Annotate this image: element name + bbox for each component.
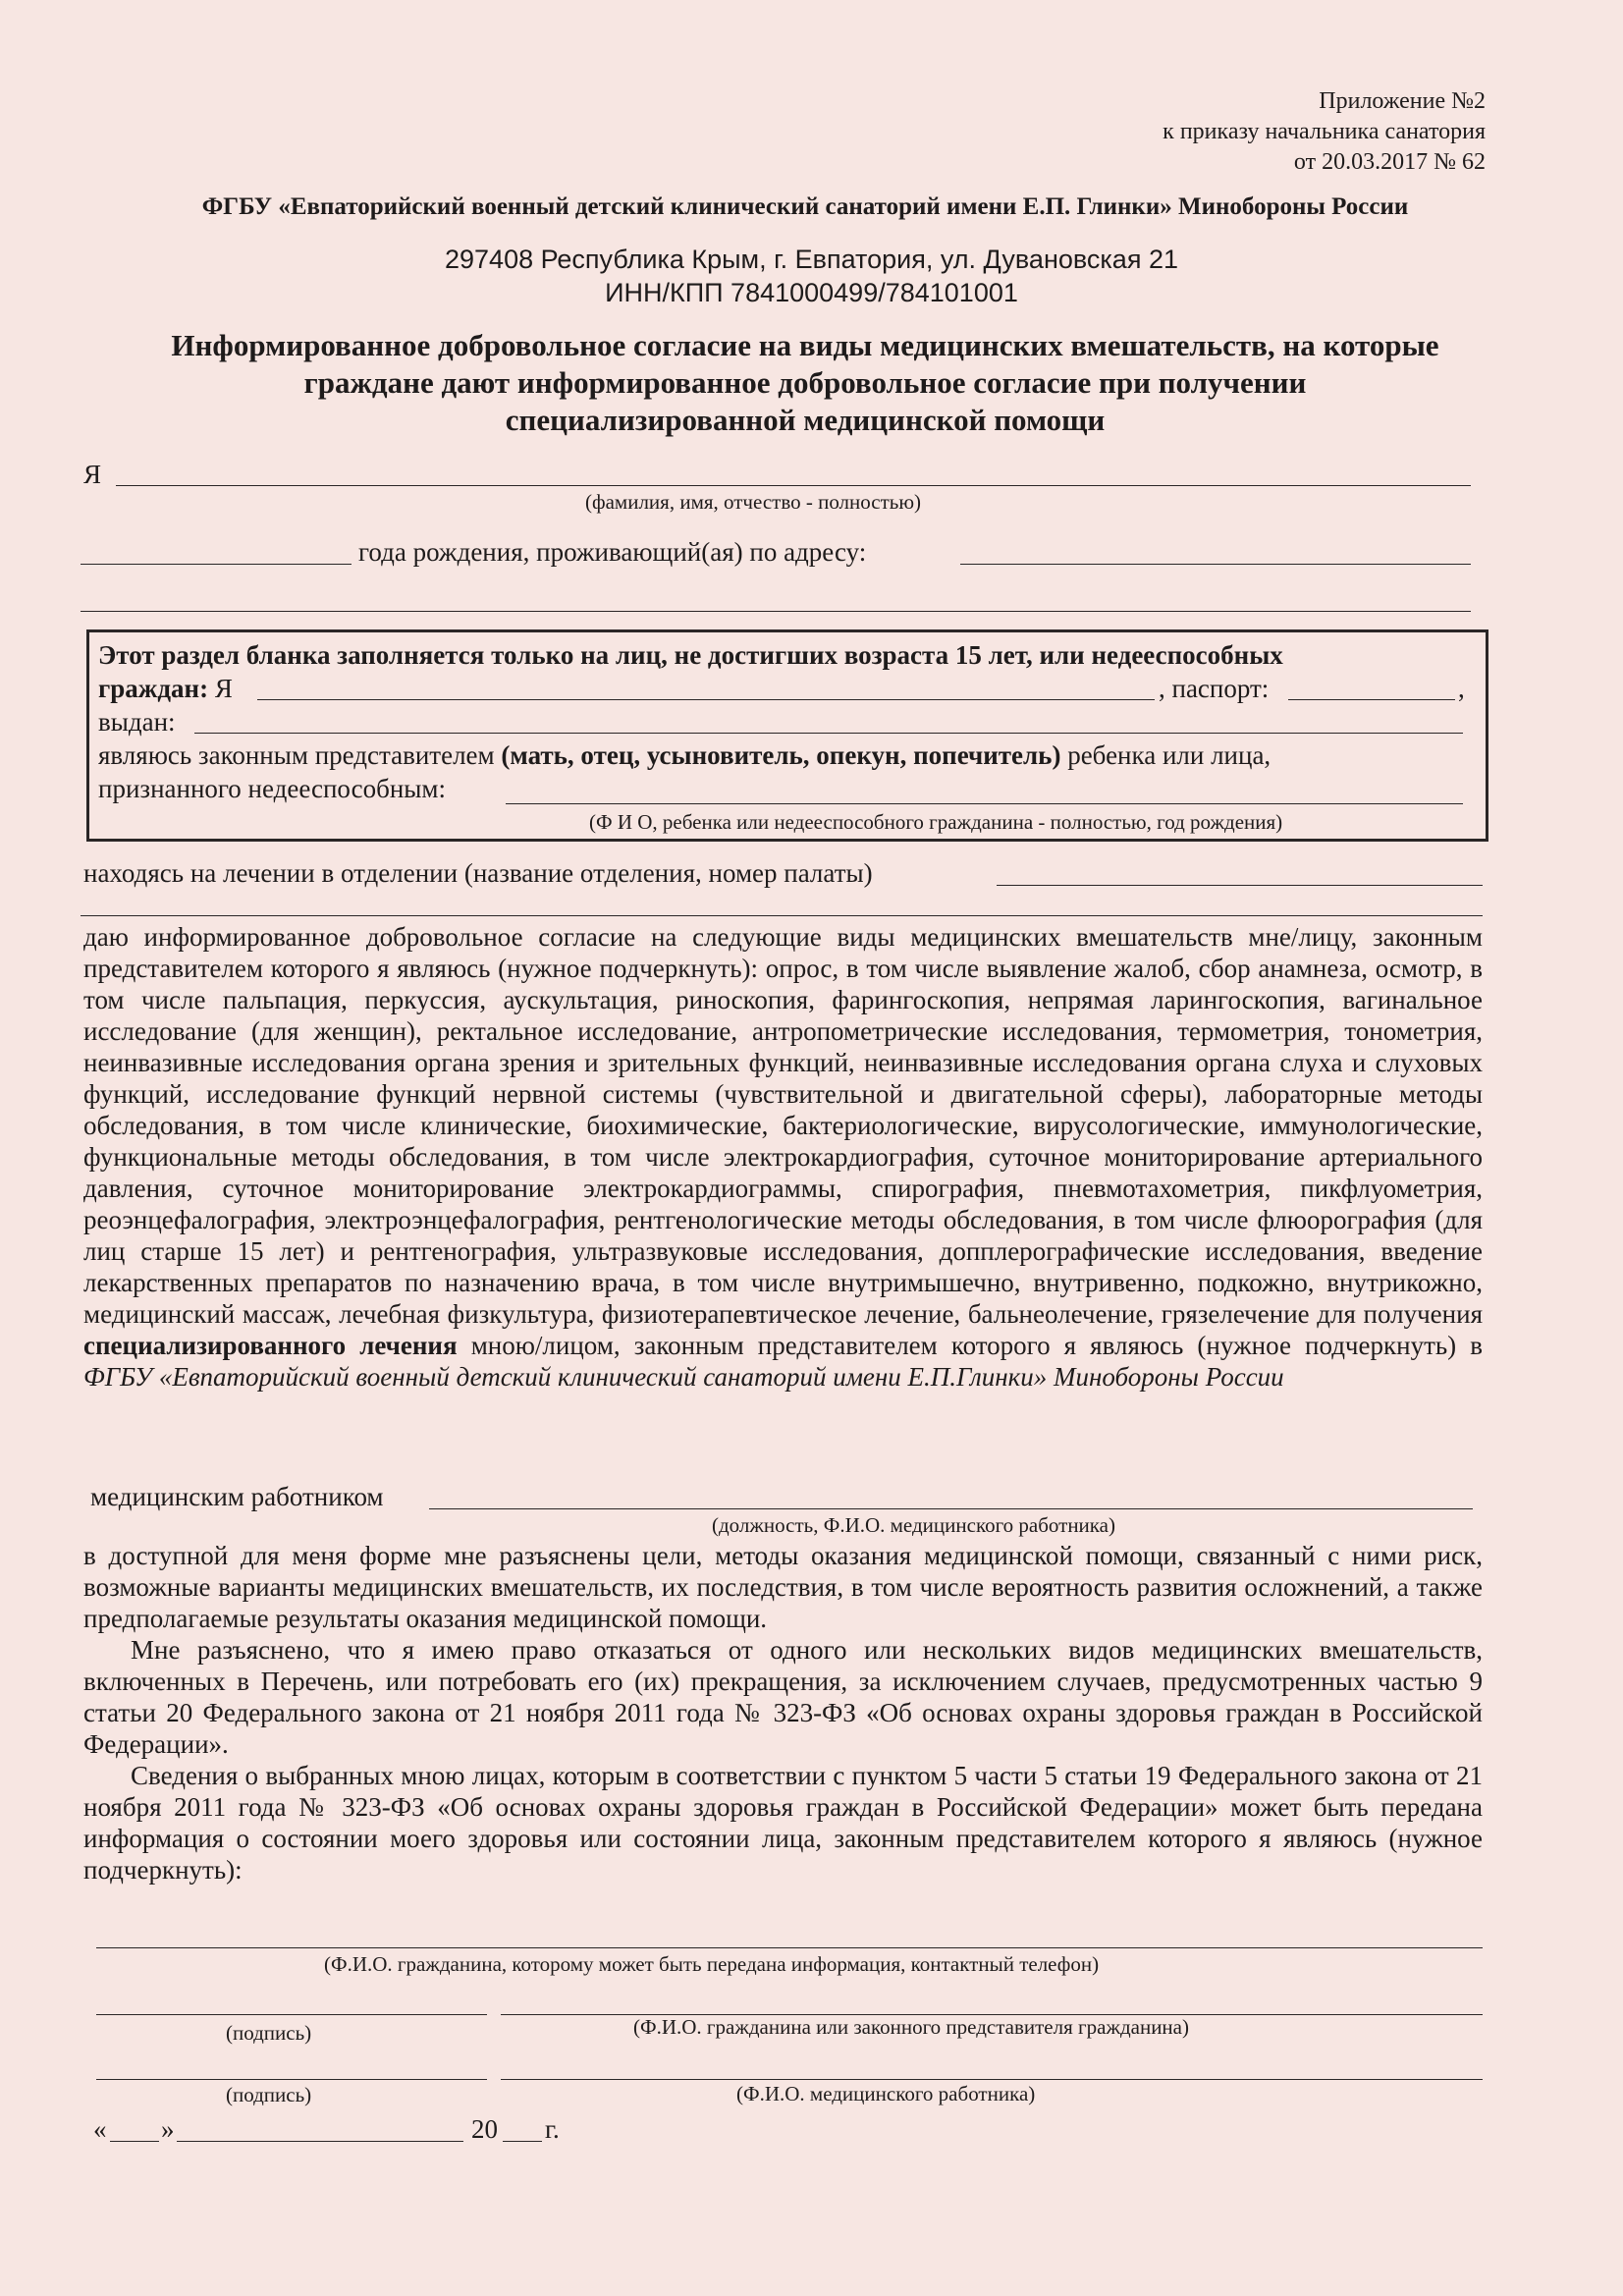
appendix-line-3: от 20.03.2017 № 62 bbox=[1293, 149, 1486, 175]
representative-name-field[interactable] bbox=[257, 699, 1155, 700]
consent-institution: ФГБУ «Евпаторийский военный детский клинический санаторий имени Е.П.Глинки» Минобороны России bbox=[83, 1362, 1284, 1392]
issued-row bbox=[98, 705, 1473, 738]
rep-i-label: Я bbox=[214, 674, 233, 703]
date-year-field[interactable] bbox=[503, 2141, 542, 2142]
med-worker-name-field[interactable] bbox=[501, 2079, 1483, 2080]
title-line-3: специализированной медицинской помощи bbox=[505, 403, 1106, 437]
birth-year-field[interactable] bbox=[81, 564, 352, 565]
consent-bold-phrase: специализированного лечения bbox=[83, 1331, 458, 1360]
appendix-note bbox=[1163, 86, 1486, 178]
full-name-field[interactable] bbox=[116, 485, 1471, 486]
address-field[interactable] bbox=[960, 564, 1471, 565]
explained-paragraph: в доступной для меня форме мне разъяснены цели, методы оказания медицинской помощи, связанный с ними риск, возможные варианты медицинских вмешательств, их последствия, в том числе вероятность развития осложнений, а также предполагаемые результаты оказания медицинской помощи. bbox=[83, 1541, 1483, 1633]
section-note: Этот раздел бланка заполняется только на лиц, не достигших возраста 15 лет, или недееспособных bbox=[98, 640, 1283, 670]
organization-address: 297408 Республика Крым, г. Евпатория, ул. Дувановская 21 bbox=[445, 245, 1178, 274]
med-worker-label: медицинским работником bbox=[90, 1482, 384, 1511]
representative-role-row bbox=[98, 738, 1473, 772]
date-day-field[interactable] bbox=[110, 2141, 159, 2142]
citizen-name-caption: (Ф.И.О. гражданина или законного представителя гражданина) bbox=[633, 2015, 1189, 2039]
incapable-label: признанного недееспособным: bbox=[98, 774, 447, 803]
med-worker-caption: (должность, Ф.И.О. медицинского работника) bbox=[712, 1513, 1115, 1537]
year-prefix: 20 bbox=[471, 2114, 498, 2144]
department-field-continued[interactable] bbox=[81, 915, 1483, 916]
birth-address-label: года рождения, проживающий(ая) по адресу: bbox=[358, 537, 867, 567]
child-name-field[interactable] bbox=[506, 803, 1463, 804]
organization-inn: ИНН/КПП 7841000499/784101001 bbox=[605, 278, 1018, 307]
refusal-paragraph: Мне разъяснено, что я имею право отказаться от одного или нескольких видов медицинских вмешательств, включенных в Перечень, или потребовать его (их) прекращения, за исключением случаев, предусмотренных частью 9 статьи 20 Федерального закона от 21 ноября 2011 года № 323-ФЗ «Об основах охраны здоровья граждан в Российской Федерации». bbox=[83, 1635, 1483, 1759]
department-field[interactable] bbox=[997, 885, 1483, 886]
passport-field[interactable] bbox=[1288, 699, 1455, 700]
issued-by-field[interactable] bbox=[194, 733, 1463, 734]
address-field-continued[interactable] bbox=[81, 611, 1471, 612]
legal-representative-text bbox=[98, 638, 1473, 834]
citizens-label: граждан: bbox=[98, 674, 209, 703]
date-open-quote: « bbox=[93, 2114, 107, 2144]
consent-text-part2: мною/лицом, законным представителем которого я являюсь (нужное подчеркнуть) в bbox=[470, 1331, 1484, 1360]
issued-label: выдан: bbox=[98, 707, 176, 737]
incapable-row bbox=[98, 772, 1473, 805]
contact-person-caption: (Ф.И.О. гражданина, которому может быть передана информация, контактный телефон) bbox=[324, 1952, 1100, 1976]
consent-text-part1: даю информированное добровольное согласие на следующие виды медицинских вмешательств мне/лицу, законным представителем которого я являюсь (нужное подчеркнуть): опрос, в том числе выявление жалоб, сбор анамнеза, осмотр, в том числе пальпация, перкуссия, аускультация, риноскопия, фарингоскопия, непрямая ларингоскопия, вагинальное исследование (для женщин), ректальное исследование, антропометрические исследования, термометрия, тонометрия, неинвазивные исследования органа зрения и зрительных функций, неинвазивные исследования органа слуха и слуховых функций, исследование функций нервной системы (чувствительной и двигательной сферы), лабораторные методы обследования, в том числе клинические, биохимические, бактериологические, вирусологические, иммунологические, функциональные методы обследования, в том числе электрокардиография, суточное мониторирование артериального давления, суточное мониторирование электрокардиограммы, спирография, пневмотахометрия, пикфлуометрия, реоэнцефалография, электроэнцефалография, рентгенологические методы обследования, в том числе флюорография (для лиц старше 15 лет) и рентгенография, ультразвуковые исследования, допплерографические исследования, введение лекарственных препаратов по назначению врача, в том числе внутримышечно, внутривенно, подкожно, внутрикожно, медицинский массаж, лечебная физкультура, физиотерапевтическое лечение, бальнеолечение, грязелечение для получения bbox=[83, 922, 1483, 1329]
appendix-line-1: Приложение №2 bbox=[1319, 88, 1486, 114]
department-label: находясь на лечении в отделении (название отделения, номер палаты) bbox=[83, 858, 873, 888]
passport-label: , паспорт: bbox=[1159, 674, 1270, 703]
persons-paragraph: Сведения о выбранных мною лицах, которым в соответствии с пунктом 5 части 5 статьи 19 Федерального закона от 21 ноября 2011 года № 323-ФЗ «Об основах охраны здоровья граждан в Российской Федерации» может быть передана информация о состоянии моего здоровья или состоянии лица, законным представителем которого я являюсь (нужное подчеркнуть): bbox=[83, 1761, 1483, 1885]
appendix-line-2: к приказу начальника санатория bbox=[1163, 119, 1486, 144]
organization-name: ФГБУ «Евпаторийский военный детский клинический санаторий имени Е.П. Глинки» Минобороны России bbox=[201, 193, 1409, 220]
rep-suffix: ребенка или лица, bbox=[1067, 740, 1271, 770]
organization-address-block bbox=[0, 243, 1623, 309]
title-line-2: граждане дают информированное добровольное согласие при получении bbox=[303, 365, 1307, 400]
consent-paragraph bbox=[83, 921, 1483, 1393]
contact-person-field[interactable] bbox=[96, 1947, 1483, 1948]
rep-prefix: являюсь законным представителем bbox=[98, 740, 495, 770]
rep-name-row bbox=[98, 672, 1473, 705]
signature-field-2[interactable] bbox=[96, 2079, 487, 2080]
rep-roles: (мать, отец, усыновитель, опекун, попечитель) bbox=[501, 740, 1061, 770]
date-close-quote: » bbox=[161, 2114, 175, 2144]
passport-comma: , bbox=[1458, 674, 1465, 703]
signature-caption-2: (подпись) bbox=[226, 2083, 312, 2106]
i-label: Я bbox=[83, 460, 102, 489]
full-name-caption: (фамилия, имя, отчество - полностью) bbox=[585, 490, 922, 514]
signature-caption-1: (подпись) bbox=[226, 2021, 312, 2045]
child-name-caption: (Ф И О, ребенка или недееспособного гражданина - полностью, год рождения) bbox=[589, 810, 1283, 834]
year-suffix: г. bbox=[545, 2114, 560, 2144]
med-worker-name-caption: (Ф.И.О. медицинского работника) bbox=[736, 2082, 1036, 2105]
date-month-field[interactable] bbox=[177, 2141, 463, 2142]
title-line-1: Информированное добровольное согласие на виды медицинских вмешательств, на которые bbox=[171, 328, 1439, 362]
signature-field-1[interactable] bbox=[96, 2014, 487, 2015]
med-worker-field[interactable] bbox=[429, 1508, 1473, 1509]
document-title bbox=[79, 327, 1532, 439]
